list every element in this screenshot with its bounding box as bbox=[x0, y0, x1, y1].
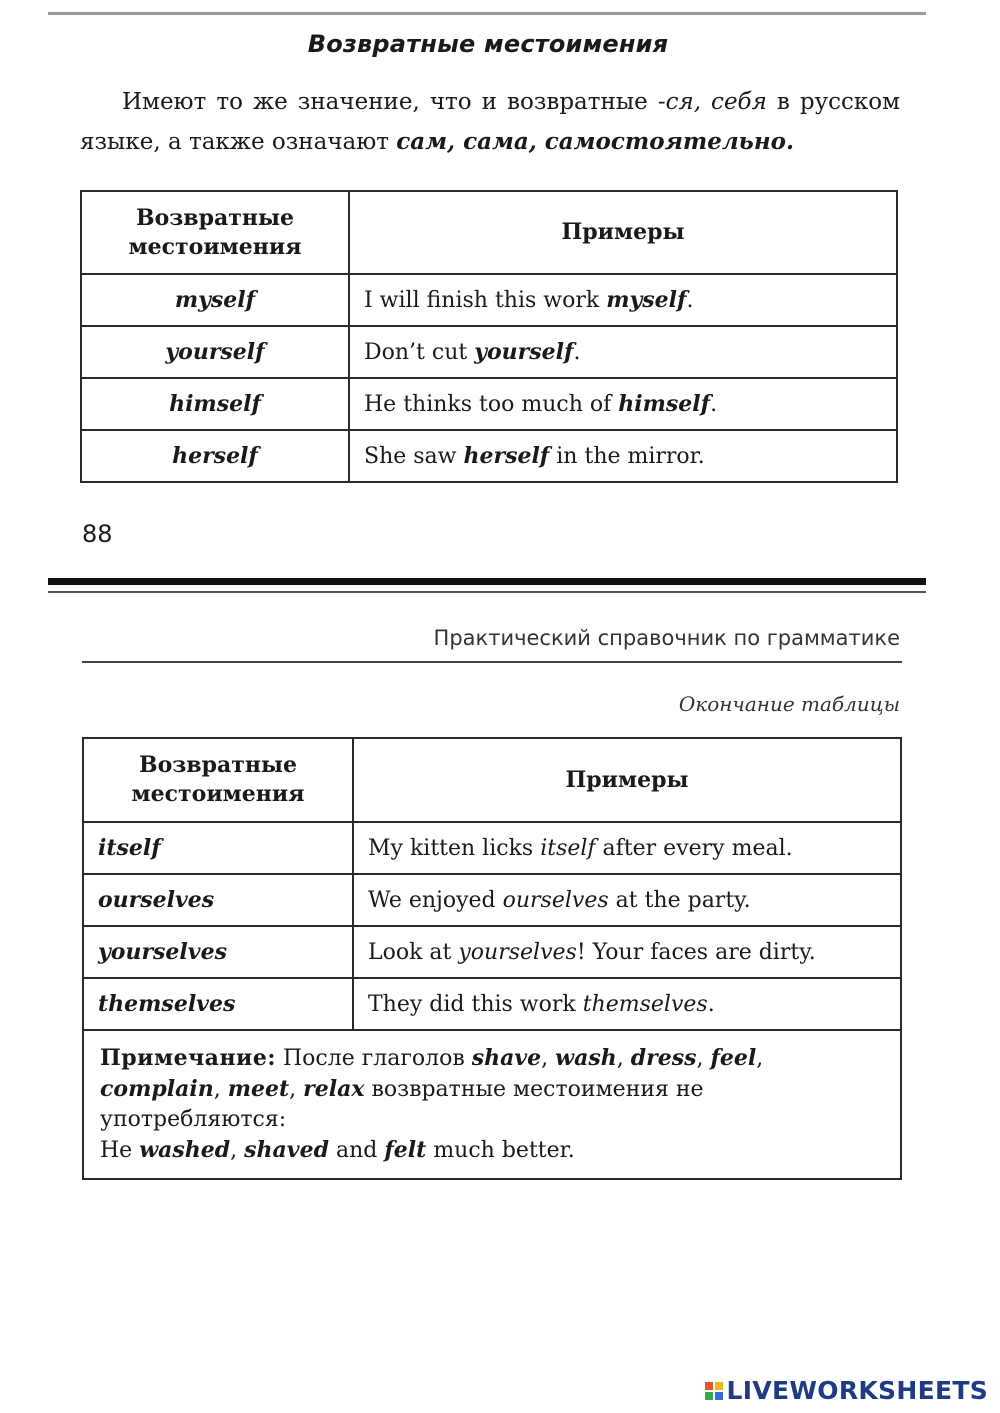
header-examples: Примеры bbox=[353, 738, 901, 822]
pronoun-cell: ourselves bbox=[83, 874, 353, 926]
page-break-rule-thick bbox=[48, 578, 926, 585]
intro-paragraph: Имеют то же значение, что и возвратные -ся, себя в русском языке, а также означают сам, сама, самостоятельно. bbox=[80, 89, 901, 155]
header-pronouns: Возвратные местоимения bbox=[81, 191, 349, 274]
header-examples: Примеры bbox=[349, 191, 897, 274]
example-cell: Don’t cut yourself. bbox=[349, 326, 897, 378]
header-pronouns: Возвратные местоимения bbox=[83, 738, 353, 822]
logo-square-1 bbox=[705, 1382, 713, 1390]
pronoun-cell: yourselves bbox=[83, 926, 353, 978]
reflexive-table-2 bbox=[82, 737, 902, 1180]
pronoun-cell: yourself bbox=[81, 326, 349, 378]
table-row bbox=[81, 326, 897, 378]
liveworksheets-watermark bbox=[705, 1376, 988, 1405]
running-head: Практический справочник по грамматике bbox=[433, 626, 900, 650]
section-heading: Возвратные местоимения bbox=[307, 30, 669, 58]
table-row bbox=[83, 978, 901, 1030]
logo-square-4 bbox=[715, 1392, 723, 1400]
example-cell: We enjoyed ourselves at the party. bbox=[353, 874, 901, 926]
intro-emphasis-2: сам, сама, самостоятельно. bbox=[396, 128, 794, 155]
pronoun-cell: themselves bbox=[83, 978, 353, 1030]
reflexive-table-1 bbox=[80, 190, 898, 483]
example-cell: Look at yourselves! Your faces are dirty. bbox=[353, 926, 901, 978]
example-cell: He thinks too much of himself. bbox=[349, 378, 897, 430]
pronoun-cell: himself bbox=[81, 378, 349, 430]
note-cell: Примечание: После глаголов shave, wash, dress, feel, complain, meet, relax возвратные местоимения не употребляются: He washed, shaved and felt much better. bbox=[83, 1030, 901, 1179]
example-cell: I will finish this work myself. bbox=[349, 274, 897, 326]
pronoun-cell: itself bbox=[83, 822, 353, 874]
example-cell: She saw herself in the mirror. bbox=[349, 430, 897, 482]
intro-emphasis-1: -ся, себя bbox=[657, 89, 767, 115]
pronoun-cell: herself bbox=[81, 430, 349, 482]
table-row bbox=[81, 378, 897, 430]
page-break-rule-thin bbox=[48, 591, 926, 593]
table-row bbox=[83, 926, 901, 978]
table-header-row bbox=[81, 191, 897, 274]
running-head-rule bbox=[82, 661, 902, 663]
logo-square-2 bbox=[715, 1382, 723, 1390]
note-row bbox=[83, 1030, 901, 1179]
table-row bbox=[81, 430, 897, 482]
table-continued-label: Окончание таблицы bbox=[678, 692, 900, 716]
top-rule bbox=[48, 12, 926, 15]
table-row bbox=[83, 874, 901, 926]
table-header-row bbox=[83, 738, 901, 822]
liveworksheets-logo-icon bbox=[705, 1382, 723, 1400]
table-row bbox=[83, 822, 901, 874]
watermark-text: LIVEWORKSHEETS bbox=[726, 1376, 988, 1405]
page-number: 88 bbox=[82, 520, 113, 548]
example-cell: My kitten licks itself after every meal. bbox=[353, 822, 901, 874]
example-cell: They did this work themselves. bbox=[353, 978, 901, 1030]
note-label: Примечание: bbox=[100, 1045, 276, 1071]
table-row bbox=[81, 274, 897, 326]
logo-square-3 bbox=[705, 1392, 713, 1400]
pronoun-cell: myself bbox=[81, 274, 349, 326]
